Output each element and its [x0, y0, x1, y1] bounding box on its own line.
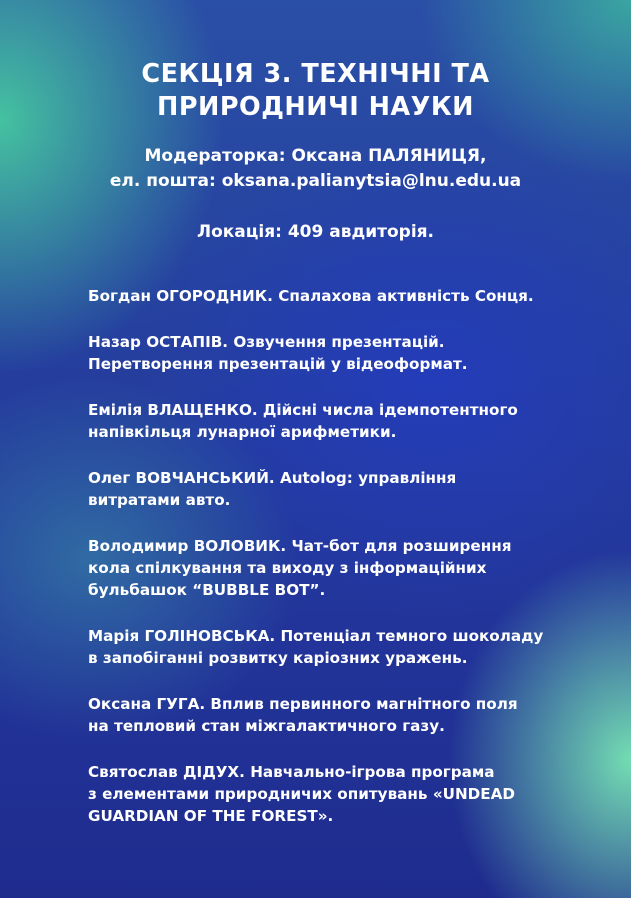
talk-line: Марія ГОЛІНОВСЬКА. Потенціал темного шоколаду — [88, 627, 544, 645]
talk-line: Емілія ВЛАЩЕНКО. Дійсні числа ідемпотентного — [88, 401, 518, 419]
talk-line: Перетворення презентацій у відеоформат. — [88, 355, 468, 373]
talk-entry — [88, 625, 608, 669]
talk-line: Святослав ДІДУХ. Навчально-ігрова програма — [88, 763, 495, 781]
talk-line: Володимир ВОЛОВИК. Чат-бот для розширення — [88, 537, 512, 555]
location: Локація: 409 авдиторія. — [196, 222, 435, 242]
talk-entry — [88, 467, 608, 511]
section-title — [0, 58, 631, 124]
talk-line: Богдан ОГОРОДНИК. Спалахова активність Сонця. — [88, 287, 534, 305]
talk-line: Оксана ГУГА. Вплив первинного магнітного поля — [88, 695, 518, 713]
talk-line: GUARDIAN OF THE FOREST». — [88, 807, 334, 825]
talk-line: на тепловий стан міжгалактичного газу. — [88, 717, 445, 735]
talk-entry — [88, 331, 608, 375]
section-title-line-2: ПРИРОДНИЧІ НАУКИ — [156, 92, 475, 122]
talk-line: з елементами природничих опитувань «UNDEAD — [88, 785, 516, 803]
talk-entry — [88, 535, 608, 601]
talk-entry — [88, 761, 608, 827]
talk-line: кола спілкування та виходу з інформаційних — [88, 559, 487, 577]
talk-line: в запобіганні розвитку каріозних уражень. — [88, 649, 468, 667]
talk-line: витратами авто. — [88, 491, 231, 509]
section-title-line-1: СЕКЦІЯ 3. ТЕХНІЧНІ ТА — [141, 59, 490, 89]
talk-entry — [88, 285, 608, 307]
moderator-info — [0, 144, 631, 194]
moderator-name: Модераторка: Оксана ПАЛЯНИЦЯ, — [144, 146, 487, 166]
talk-line: напівкільця лунарної арифметики. — [88, 423, 397, 441]
talk-line: Назар ОСТАПІВ. Озвучення презентацій. — [88, 333, 445, 351]
talk-line: бульбашок “BUBBLE BOT”. — [88, 581, 326, 599]
talk-entry — [88, 399, 608, 443]
talk-list — [88, 285, 608, 851]
talk-entry — [88, 693, 608, 737]
talk-line: Олег ВОВЧАНСЬКИЙ. Autolog: управління — [88, 469, 457, 487]
moderator-email: ел. пошта: oksana.palianytsia@lnu.edu.ua — [109, 171, 522, 191]
